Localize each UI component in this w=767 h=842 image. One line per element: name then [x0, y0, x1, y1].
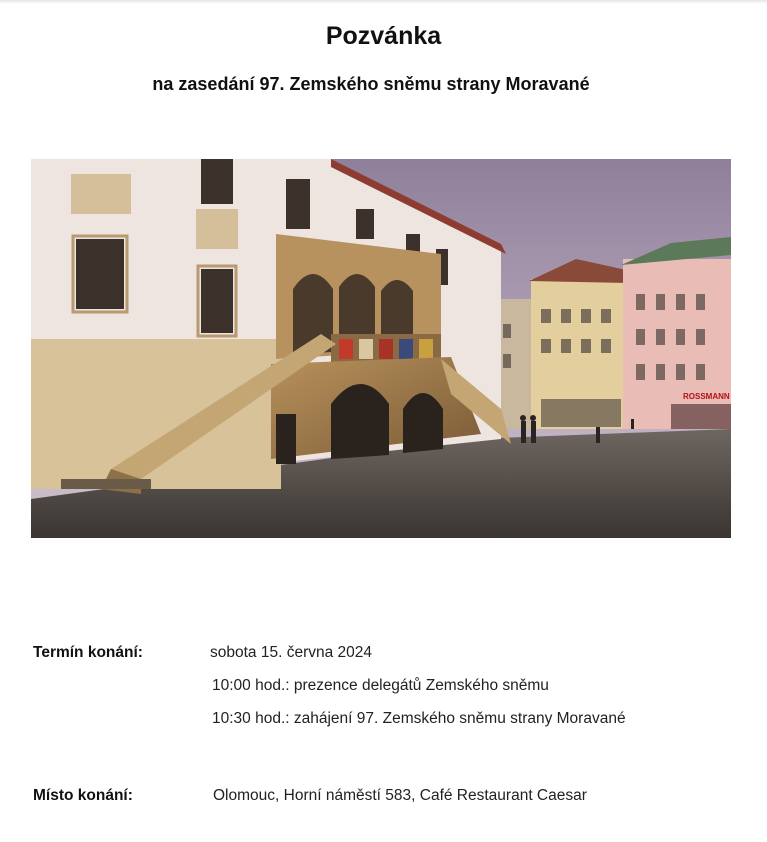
page-top-shadow: [0, 0, 767, 4]
date-label: Termín konání:: [33, 644, 143, 661]
event-date: sobota 15. června 2024: [210, 644, 373, 661]
schedule-item: 10:00 hod.: prezence delegátů Zemského sněmu: [212, 677, 549, 694]
schedule-item: 10:30 hod.: zahájení 97. Zemského sněmu strany Moravané: [212, 710, 626, 727]
document-title: Pozvánka: [325, 22, 442, 50]
place-label: Místo konání:: [33, 787, 133, 804]
town-hall-photo: [31, 159, 731, 538]
event-place: Olomouc, Horní náměstí 583, Café Restaurant Caesar: [213, 787, 587, 804]
document-subtitle: na zasedání 97. Zemského sněmu strany Moravané: [152, 74, 590, 94]
rossmann-sign: ROSSMANN: [683, 392, 730, 401]
